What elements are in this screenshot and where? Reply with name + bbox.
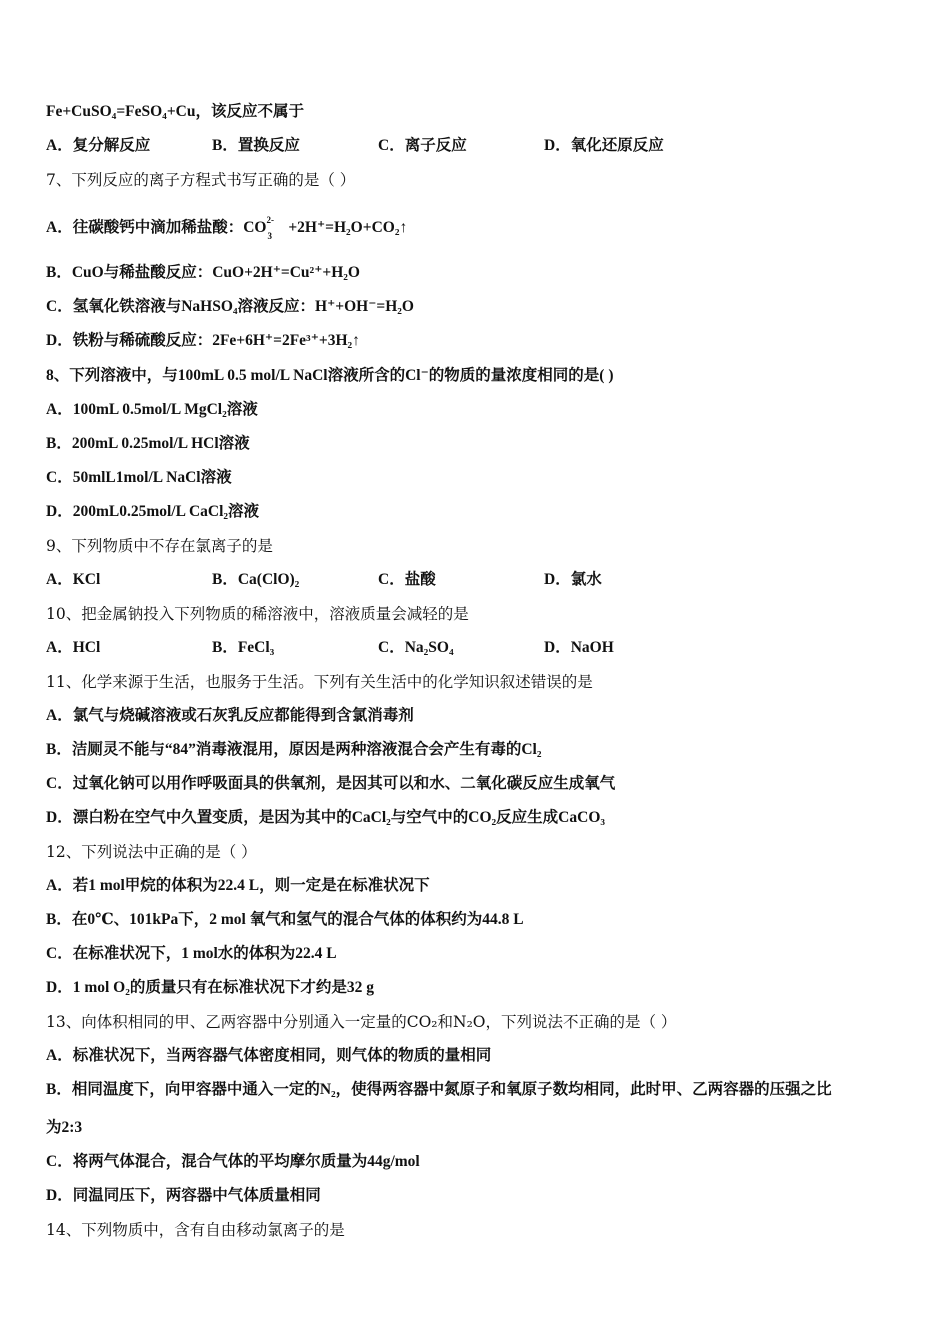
q9-option-d: D．氯水 xyxy=(544,571,602,588)
q7-option-a: A．往碳酸钙中滴加稀盐酸：CO 2- 3 +2H⁺=H₂O+CO₂↑ xyxy=(46,218,910,238)
q8-option-a: A．100mL 0.5mol/L MgCl₂溶液 xyxy=(46,401,258,418)
q6-option-b: B．置换反应 xyxy=(212,137,300,154)
q12-stem: 12、下列说法中正确的是（ ） xyxy=(46,843,257,861)
q7-stem: 7、下列反应的离子方程式书写正确的是（ ） xyxy=(46,171,356,189)
q8-stem: 8、下列溶液中，与100mL 0.5 mol/L NaCl溶液所含的Cl⁻的物质的量浓度相同的是( ) xyxy=(46,367,614,384)
q13-option-c: C．将两气体混合，混合气体的平均摩尔质量为44g/mol xyxy=(46,1153,420,1170)
q14-stem: 14、下列物质中，含有自由移动氯离子的是 xyxy=(46,1221,345,1239)
q10-option-d: D．NaOH xyxy=(544,639,614,656)
q6-option-a: A．复分解反应 xyxy=(46,137,151,154)
q9-options xyxy=(46,570,910,590)
q7-option-b: B．CuO与稀盐酸反应：CuO+2H⁺=Cu²⁺+H₂O xyxy=(46,264,360,281)
q6-option-c: C．离子反应 xyxy=(378,137,467,154)
q7-option-d: D．铁粉与稀硫酸反应：2Fe+6H⁺=2Fe³⁺+3H₂↑ xyxy=(46,332,360,349)
q7-option-c: C．氢氧化铁溶液与NaHSO₄溶液反应：H⁺+OH⁻=H₂O xyxy=(46,298,414,315)
q11-stem: 11、化学来源于生活，也服务于生活。下列有关生活中的化学知识叙述错误的是 xyxy=(46,673,593,691)
q6-options xyxy=(46,136,910,156)
q9-option-c: C．盐酸 xyxy=(378,571,436,588)
q13-option-a: A．标准状况下，当两容器气体密度相同，则气体的物质的量相同 xyxy=(46,1047,492,1064)
q9-option-a: A．KCl xyxy=(46,571,101,588)
q10-option-c: C．Na₂SO₄ xyxy=(378,639,454,656)
q11-option-b: B．洁厕灵不能与“84”消毒液混用，原因是两种溶液混合会产生有毒的Cl₂ xyxy=(46,741,542,758)
q12-option-c: C．在标准状况下，1 mol水的体积为22.4 L xyxy=(46,945,337,962)
q11-option-d: D．漂白粉在空气中久置变质，是因为其中的CaCl₂与空气中的CO₂反应生成CaCO₃ xyxy=(46,809,606,826)
ion-subscript: 3 xyxy=(267,231,272,241)
q11-option-c: C．过氧化钠可以用作呼吸面具的供氧剂，是因其可以和水、二氧化碳反应生成氧气 xyxy=(46,775,616,792)
q10-option-a: A．HCl xyxy=(46,639,101,656)
q13-option-d: D．同温同压下，两容器中气体质量相同 xyxy=(46,1187,321,1204)
q6-option-d: D．氧化还原反应 xyxy=(544,137,664,154)
q11-option-a: A．氯气与烧碱溶液或石灰乳反应都能得到含氯消毒剂 xyxy=(46,707,414,724)
q8-option-c: C．50mlL1mol/L NaCl溶液 xyxy=(46,469,232,486)
q12-option-b: B．在0℃、101kPa下，2 mol 氧气和氢气的混合气体的体积约为44.8 L xyxy=(46,911,524,928)
q9-option-b: B．Ca(ClO)₂ xyxy=(212,571,300,588)
q8-option-d: D．200mL0.25mol/L CaCl₂溶液 xyxy=(46,503,260,520)
q12-option-a: A．若1 mol甲烷的体积为22.4 L，则一定是在标准状况下 xyxy=(46,877,430,894)
q13-option-b-cont: 为2:3 xyxy=(46,1119,83,1136)
q10-options xyxy=(46,638,910,658)
q13-stem: 13、向体积相同的甲、乙两容器中分别通入一定量的CO₂和N₂O，下列说法不正确的是（ ） xyxy=(46,1013,677,1031)
q6-stem-tail: Fe+CuSO₄=FeSO₄+Cu，该反应不属于 xyxy=(46,103,304,120)
q13-option-b: B．相同温度下，向甲容器中通入一定的N₂，使得两容器中氮原子和氧原子数均相同，此时甲、乙两容器的压强之比 xyxy=(46,1081,832,1098)
q10-stem: 10、把金属钠投入下列物质的稀溶液中，溶液质量会减轻的是 xyxy=(46,605,469,623)
q12-option-d: D．1 mol O₂的质量只有在标准状况下才约是32 g xyxy=(46,979,374,996)
ion-charge: 2- xyxy=(266,215,274,225)
q9-stem: 9、下列物质中不存在氯离子的是 xyxy=(46,537,273,555)
q10-option-b: B．FeCl₃ xyxy=(212,639,275,656)
q8-option-b: B．200mL 0.25mol/L HCl溶液 xyxy=(46,435,250,452)
